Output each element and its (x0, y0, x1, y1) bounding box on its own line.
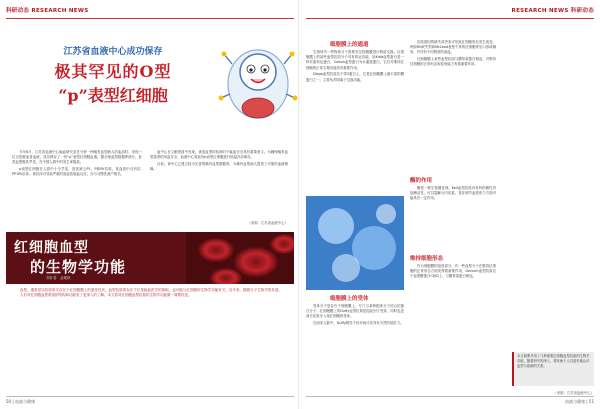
banner-authors: 刘针春 金雅琪 (46, 276, 71, 280)
section-body-enzymes (410, 186, 496, 246)
article-title-line-2: “p”表型红细胞 (58, 86, 168, 105)
section-heading-channels: 细胞膜上的通道 (330, 42, 369, 48)
section-body-receptors (306, 304, 404, 390)
paragraph: 受体分子是存在于细胞膜上，专门与某种配体分子结合的蛋白分子。红细胞膜上的Duffy血型抗原是趋化因子受体，同时也是间日疟原虫入侵红细胞的受体。 (306, 304, 404, 319)
paragraph: 在西非人群中，Duffy阴性个体对间日疟具有天然的抵抗力。 (313, 321, 404, 326)
paragraph: 抗原基因的缺失或突变可导致红细胞形态发生改变，例如Rh缺失型和McLeod表型个体的红细胞常呈口形或棘形，并伴有不同程度的溶血。 (410, 40, 496, 55)
article-column-2 (150, 150, 288, 212)
banner-title-line-2: 的生物学功能 (30, 258, 127, 276)
paragraph: 生物体内一些物质分子需要穿过细胞膜进行物质交换。红细胞膜上的某些血型抗原分子具有转运功能，如Kidd血型蛋白是一种尿素转运蛋白，Colton血型蛋白为水通道蛋白，它们对维持红细胞的正常生理功能具有重要作用。 (306, 50, 404, 70)
section-body-channels (306, 50, 404, 190)
red-blood-cells-image (186, 232, 294, 284)
paragraph: 红细胞膜上某些血型抗原与膜骨架蛋白相连，对维持红细胞的正常形态和变形能力有着重要作用。 (410, 57, 496, 67)
paragraph: 目前，该中心已建立较为完善的稀有血型数据库，为稀有血型病人提供了可靠的血液保障。 (150, 161, 288, 172)
section-header-left: 科研动态 RESEARCH NEWS (6, 8, 89, 14)
article-kicker: 江苏省血液中心成功保存 (63, 47, 163, 57)
paragraph: p表型红细胞在人群中十分罕见，因其缺乏P1、P和Pk抗原，其血清中含有抗-PP1Pk抗体。该抗体可导致严重的溶血性输血反应，亦与习惯性流产相关。 (12, 167, 142, 177)
feature-banner (6, 232, 294, 284)
footer-rule (6, 396, 294, 397)
section-heading-receptors: 细胞膜上的受体 (330, 296, 369, 302)
paragraph: 血中心在文献报道中发现，该类血型的检测对于输血安全具有重要意义。为确保稀有血型患者的用血安全，血液中心将此份p表型红细胞进行低温冷冻保存。 (150, 150, 288, 160)
header-rule (6, 18, 294, 19)
paragraph: 作为细胞膜的组成部分，有一些血型分子在维持红细胞的正常形态方面发挥着重要作用，Gerbich血型抗原位于血型糖蛋白C和D上，与膜骨架蛋白相连。 (410, 264, 496, 279)
right-source-credit: （来源：江苏省血液中心） (553, 391, 594, 395)
article-title-block (8, 44, 218, 106)
header-rule (306, 18, 594, 19)
article-lead-paragraph: 血型，通常是以抗原形式存在于红细胞膜上的遗传性状，血型抗原的存在不仅是输血医学的基础，也可能与红细胞的生物学功能有关。近年来，随着分子生物学的发展，人们对红细胞血型系统的结构和功能有了更深入的了解。本文将对红细胞血型抗原的生物学功能做一简要综述。 (20, 288, 282, 298)
paragraph: Diego血型抗原位于带3蛋白上，它是红细胞膜上最丰富的膜蛋白之一，主要负责阴离子交换功能。 (306, 72, 404, 82)
cell-membrane-image (306, 196, 404, 290)
article-source-credit: （来源：江苏省血液中心） (247, 221, 288, 225)
summary-box: 本文简要介绍了几种重要红细胞血型抗原的生物学功能，随着研究的深入，将有助于人们更好地认识血型与疾病的关系。 (512, 352, 594, 386)
article-title-line-1: 极其罕见的O型 (54, 62, 172, 81)
paragraph: 酶是一种生物催化剂。Kell血型抗原具有锌依赖性内肽酶活性，可以裂解大内皮素，其在调节血管张力方面可能具有一定作用。 (410, 186, 496, 201)
section-heading-cell-shape: 维持细胞形态 (410, 256, 444, 262)
footer-rule (306, 396, 594, 397)
right-column-2 (410, 40, 496, 170)
page-footer-right: 血液与健康 | 51 (565, 399, 594, 404)
section-body-cell-shape (410, 264, 496, 344)
cartoon-blood-cell-illustration (218, 24, 298, 132)
article-column-1 (12, 150, 142, 212)
section-heading-enzymes: 酶的作用 (410, 178, 433, 184)
paragraph: 今年6月，江苏省血液中心输血研究室在分析一例稀有血型病人的血清时，发现一位无偿献血者血液，成功保存了一份“p”表型红细胞血液。据全球血型数据库统计，此类血型极其罕见，在中国人群中的发生率极低。 (12, 150, 142, 165)
section-header-right: RESEARCH NEWS 科研动态 (511, 8, 594, 14)
page-footer-left: 50 | 血液与健康 (6, 399, 35, 404)
banner-title-line-1: 红细胞血型 (14, 240, 89, 256)
